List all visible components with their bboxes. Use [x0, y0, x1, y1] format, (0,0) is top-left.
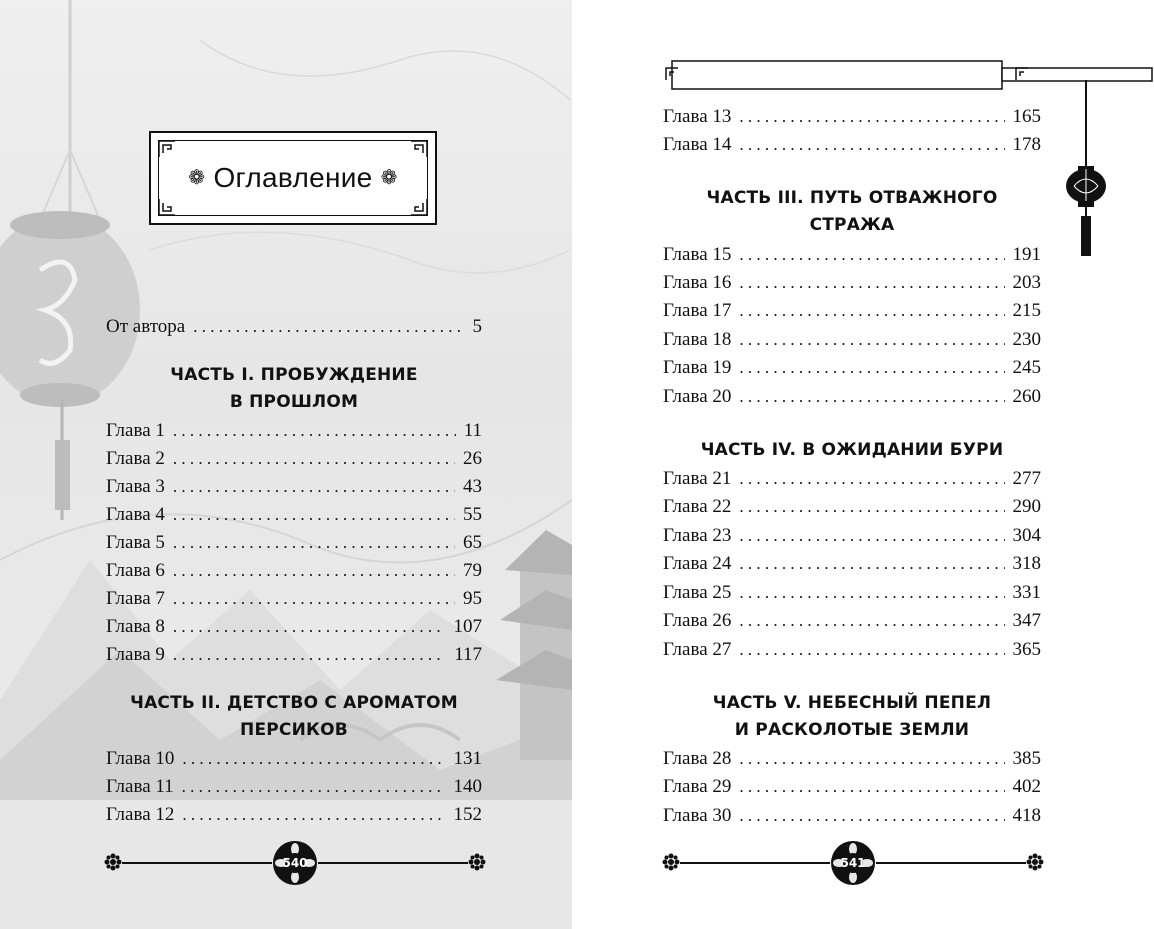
toc-page-number: 191 — [1012, 244, 1041, 265]
toc-entry-label: Глава 13 — [663, 106, 732, 127]
toc-page-number: 245 — [1012, 357, 1041, 378]
corner-ornament-icon — [409, 197, 429, 217]
dot-leader — [193, 313, 464, 341]
toc-entry-label: Глава 28 — [663, 748, 732, 769]
dot-leader — [739, 465, 1004, 493]
toc-entry[interactable] — [663, 802, 1041, 830]
toc-page-number: 79 — [463, 560, 482, 581]
toc-page-number: 178 — [1012, 134, 1041, 155]
dot-leader — [182, 745, 445, 773]
dot-leader — [173, 613, 446, 641]
toc-entry[interactable] — [663, 297, 1041, 325]
toc-entry-label: Глава 14 — [663, 134, 732, 155]
toc-entry[interactable] — [106, 585, 482, 613]
contents-title-box — [149, 131, 437, 225]
toc-entry[interactable] — [663, 636, 1041, 664]
toc-entry-label: Глава 19 — [663, 357, 732, 378]
toc-entry-label: Глава 4 — [106, 504, 165, 525]
dot-leader — [739, 522, 1004, 550]
toc-entry[interactable] — [106, 417, 482, 445]
dot-leader — [173, 501, 455, 529]
dot-leader — [739, 493, 1004, 521]
toc-entry[interactable] — [663, 103, 1041, 131]
toc-page-number: 65 — [463, 532, 482, 553]
toc-entry-label: Глава 3 — [106, 476, 165, 497]
toc-page-number: 107 — [453, 616, 482, 637]
page-title: ❁ Оглавление ❁ — [188, 162, 398, 193]
right-page — [572, 0, 1154, 929]
toc-entry[interactable] — [663, 773, 1041, 801]
dot-leader — [739, 269, 1004, 297]
toc-entry[interactable] — [106, 801, 482, 829]
part-heading: ЧАСТЬ II. ДЕТСТВО С АРОМАТОМ ПЕРСИКОВ — [130, 693, 458, 740]
toc-entry[interactable] — [663, 607, 1041, 635]
dot-leader — [173, 585, 455, 613]
dot-leader — [739, 354, 1004, 382]
toc-page-number: 418 — [1012, 805, 1041, 826]
toc-entry-label: Глава 21 — [663, 468, 732, 489]
flower-ornament-icon: ❁ — [188, 167, 206, 189]
toc-entry-intro[interactable] — [106, 313, 482, 341]
toc-page-number: 365 — [1012, 639, 1041, 660]
toc-entry-label: Глава 5 — [106, 532, 165, 553]
toc-entry[interactable] — [663, 354, 1041, 382]
flower-ornament-icon: ❁ — [380, 167, 398, 189]
flower-ornament-icon — [662, 853, 680, 871]
toc-entry[interactable] — [106, 613, 482, 641]
toc-page-number: 117 — [454, 644, 482, 665]
toc-entry-label: Глава 15 — [663, 244, 732, 265]
toc-page-number: 402 — [1012, 776, 1041, 797]
toc-entry[interactable] — [106, 641, 482, 669]
toc-entry[interactable] — [663, 241, 1041, 269]
page-number: 541 — [840, 856, 866, 870]
dot-leader — [173, 473, 455, 501]
toc-entry-label: Глава 10 — [106, 748, 175, 769]
flower-ornament-icon — [468, 853, 486, 871]
toc-entry[interactable] — [663, 745, 1041, 773]
corner-ornament-icon — [157, 139, 177, 159]
dot-leader — [739, 745, 1004, 773]
toc-entry[interactable] — [663, 579, 1041, 607]
toc-entry-label: Глава 20 — [663, 386, 732, 407]
toc-entry-label: Глава 29 — [663, 776, 732, 797]
dot-leader — [739, 383, 1004, 411]
toc-page-number: 347 — [1012, 610, 1041, 631]
toc-page-number: 55 — [463, 504, 482, 525]
toc-entry-label: Глава 7 — [106, 588, 165, 609]
toc-page-number: 260 — [1012, 386, 1041, 407]
toc-entry-label: Глава 6 — [106, 560, 165, 581]
toc-entry-label: Глава 27 — [663, 639, 732, 660]
toc-entry[interactable] — [663, 326, 1041, 354]
dot-leader — [739, 326, 1004, 354]
toc-entry[interactable] — [106, 773, 482, 801]
toc-entry[interactable] — [106, 501, 482, 529]
toc-entry-label: Глава 24 — [663, 553, 732, 574]
toc-entry-label: Глава 22 — [663, 496, 732, 517]
part-heading: ЧАСТЬ III. ПУТЬ ОТВАЖНОГО СТРАЖА — [706, 188, 998, 235]
toc-entry-label: Глава 30 — [663, 805, 732, 826]
toc-entry-label: Глава 25 — [663, 582, 732, 603]
toc-entry-label: Глава 11 — [106, 776, 174, 797]
corner-ornament-icon — [157, 197, 177, 217]
toc-entry[interactable] — [663, 269, 1041, 297]
toc-entry-label: Глава 26 — [663, 610, 732, 631]
toc-page-number: 304 — [1012, 525, 1041, 546]
toc-entry-label: Глава 8 — [106, 616, 165, 637]
flower-ornament-icon — [1026, 853, 1044, 871]
toc-entry-label: Глава 2 — [106, 448, 165, 469]
toc-entry[interactable] — [106, 557, 482, 585]
dot-leader — [173, 557, 455, 585]
toc-page-number: 385 — [1012, 748, 1041, 769]
toc-entry[interactable] — [663, 522, 1041, 550]
part-heading: ЧАСТЬ I. ПРОБУЖДЕНИЕ В ПРОШЛОМ — [170, 365, 418, 412]
toc-entry[interactable] — [663, 465, 1041, 493]
dot-leader — [739, 579, 1004, 607]
dot-leader — [739, 103, 1004, 131]
dot-leader — [173, 445, 455, 473]
page-footer — [662, 840, 1044, 886]
dot-leader — [739, 131, 1004, 159]
toc-entry[interactable] — [663, 131, 1041, 159]
dot-leader — [182, 773, 446, 801]
dot-leader — [739, 297, 1004, 325]
toc-entry-label: Глава 18 — [663, 329, 732, 350]
toc-entry[interactable] — [106, 445, 482, 473]
dot-leader — [739, 241, 1004, 269]
toc-page-number: 152 — [453, 804, 482, 825]
toc-page-number: 277 — [1012, 468, 1041, 489]
dot-leader — [182, 801, 445, 829]
toc-entry[interactable] — [106, 529, 482, 557]
toc-page-number: 290 — [1012, 496, 1041, 517]
page-footer — [104, 840, 486, 886]
toc-page-number: 11 — [463, 420, 482, 441]
toc-page-number: 140 — [453, 776, 482, 797]
dot-leader — [739, 802, 1004, 830]
page-number: 540 — [282, 856, 308, 870]
flower-ornament-icon — [104, 853, 122, 871]
toc-entry[interactable] — [663, 550, 1041, 578]
dot-leader — [739, 607, 1004, 635]
corner-ornament-icon — [409, 139, 429, 159]
toc-page-number: 43 — [463, 476, 482, 497]
toc-page-number: 203 — [1012, 272, 1041, 293]
toc-page-number: 215 — [1012, 300, 1041, 321]
part-heading: ЧАСТЬ IV. В ОЖИДАНИИ БУРИ — [700, 440, 1004, 460]
toc-entry[interactable] — [663, 493, 1041, 521]
toc-page-number: 165 — [1012, 106, 1041, 127]
toc-entry-label: От автора — [106, 316, 186, 337]
toc-entry-label: Глава 1 — [106, 420, 165, 441]
toc-page-number: 318 — [1012, 553, 1041, 574]
toc-page-number: 5 — [472, 316, 482, 337]
toc-page-number: 95 — [463, 588, 482, 609]
toc-entry[interactable] — [106, 473, 482, 501]
dot-leader — [173, 641, 446, 669]
toc-page-number: 230 — [1012, 329, 1041, 350]
toc-entry-label: Глава 23 — [663, 525, 732, 546]
toc-page-number: 26 — [463, 448, 482, 469]
toc-entry-label: Глава 16 — [663, 272, 732, 293]
dot-leader — [739, 636, 1004, 664]
dot-leader — [173, 529, 455, 557]
left-page — [0, 0, 572, 929]
dot-leader — [173, 417, 456, 445]
part-heading: ЧАСТЬ V. НЕБЕСНЫЙ ПЕПЕЛ И РАСКОЛОТЫЕ ЗЕМЛИ — [712, 693, 992, 740]
toc-entry-label: Глава 17 — [663, 300, 732, 321]
toc-page-number: 131 — [453, 748, 482, 769]
toc-entry[interactable] — [106, 745, 482, 773]
toc-entry-label: Глава 12 — [106, 804, 175, 825]
lantern-icon — [1062, 80, 1112, 260]
toc-entry[interactable] — [663, 383, 1041, 411]
toc-page-number: 331 — [1012, 582, 1041, 603]
dot-leader — [739, 550, 1004, 578]
toc-entry-label: Глава 9 — [106, 644, 165, 665]
dot-leader — [739, 773, 1004, 801]
